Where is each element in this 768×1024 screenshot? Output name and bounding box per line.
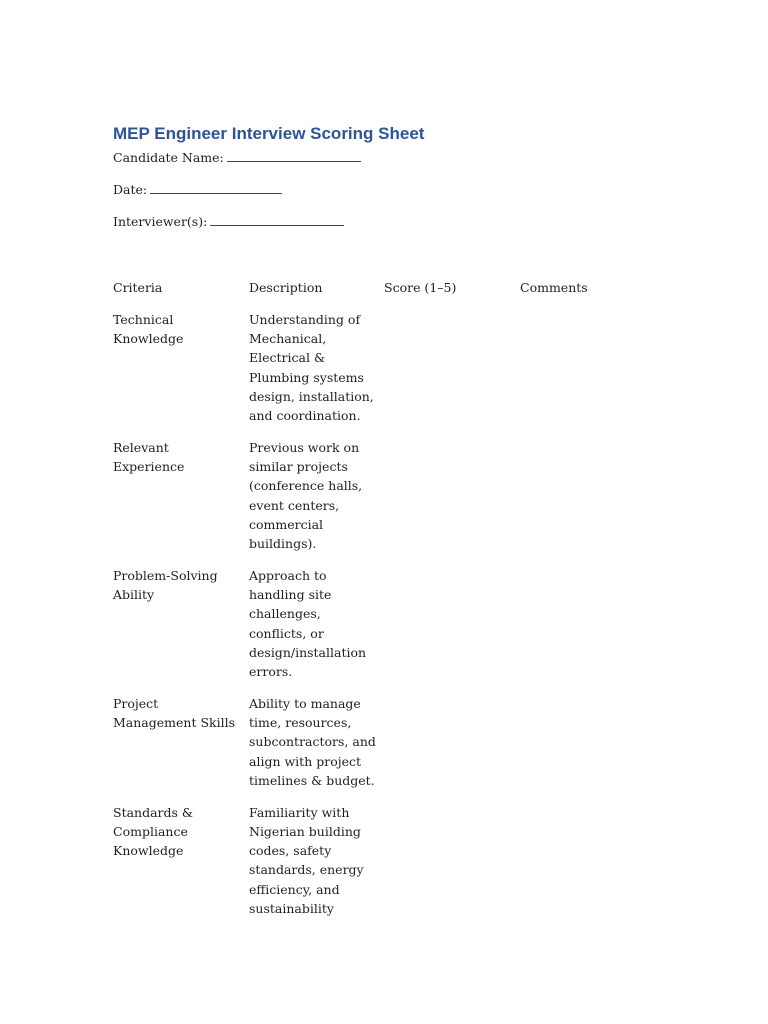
comments-cell <box>520 694 640 790</box>
table-row <box>113 803 633 918</box>
candidate-name-label: Candidate Name: <box>113 150 224 165</box>
table-row <box>113 694 633 790</box>
date-field <box>113 182 282 197</box>
description-cell: Familiarity with Nigerian building codes, safety standards, energy efficiency, and sustainability <box>249 804 364 916</box>
comments-cell <box>520 438 640 553</box>
description-cell: Ability to manage time, resources, subcontractors, and align with project timelines & budget. <box>249 696 376 788</box>
date-blank <box>150 182 282 194</box>
header-comments: Comments <box>520 280 588 295</box>
criteria-cell: Problem-Solving Ability <box>113 568 218 603</box>
header-score: Score (1–5) <box>384 280 457 295</box>
date-label: Date: <box>113 182 148 197</box>
interviewers-blank <box>210 214 344 226</box>
comments-cell <box>520 566 640 681</box>
score-cell <box>384 694 520 790</box>
header-criteria: Criteria <box>113 280 163 295</box>
score-cell <box>384 566 520 681</box>
interviewers-label: Interviewer(s): <box>113 214 208 229</box>
description-cell: Approach to handling site challenges, conflicts, or design/installation errors. <box>249 568 367 680</box>
score-cell <box>384 438 520 553</box>
criteria-cell: Standards & Compliance Knowledge <box>113 804 194 859</box>
candidate-name-blank <box>227 150 361 162</box>
description-cell: Understanding of Mechanical, Electrical & Plumbing systems design, installation, and coordination. <box>249 312 374 424</box>
scoring-table <box>113 278 633 931</box>
criteria-cell: Project Management Skills <box>113 696 235 731</box>
criteria-cell: Relevant Experience <box>113 440 185 475</box>
interviewers-field <box>113 214 344 229</box>
score-cell <box>384 803 520 918</box>
table-row <box>113 566 633 681</box>
document-title: MEP Engineer Interview Scoring Sheet <box>113 124 425 143</box>
candidate-name-field <box>113 150 361 165</box>
criteria-cell: Technical Knowledge <box>113 312 184 347</box>
table-row <box>113 310 633 425</box>
score-cell <box>384 310 520 425</box>
description-cell: Previous work on similar projects (conference halls, event centers, commercial buildings). <box>249 440 363 552</box>
comments-cell <box>520 803 640 918</box>
comments-cell <box>520 310 640 425</box>
header-description: Description <box>249 280 323 295</box>
table-row <box>113 438 633 553</box>
table-header-row <box>113 278 633 297</box>
